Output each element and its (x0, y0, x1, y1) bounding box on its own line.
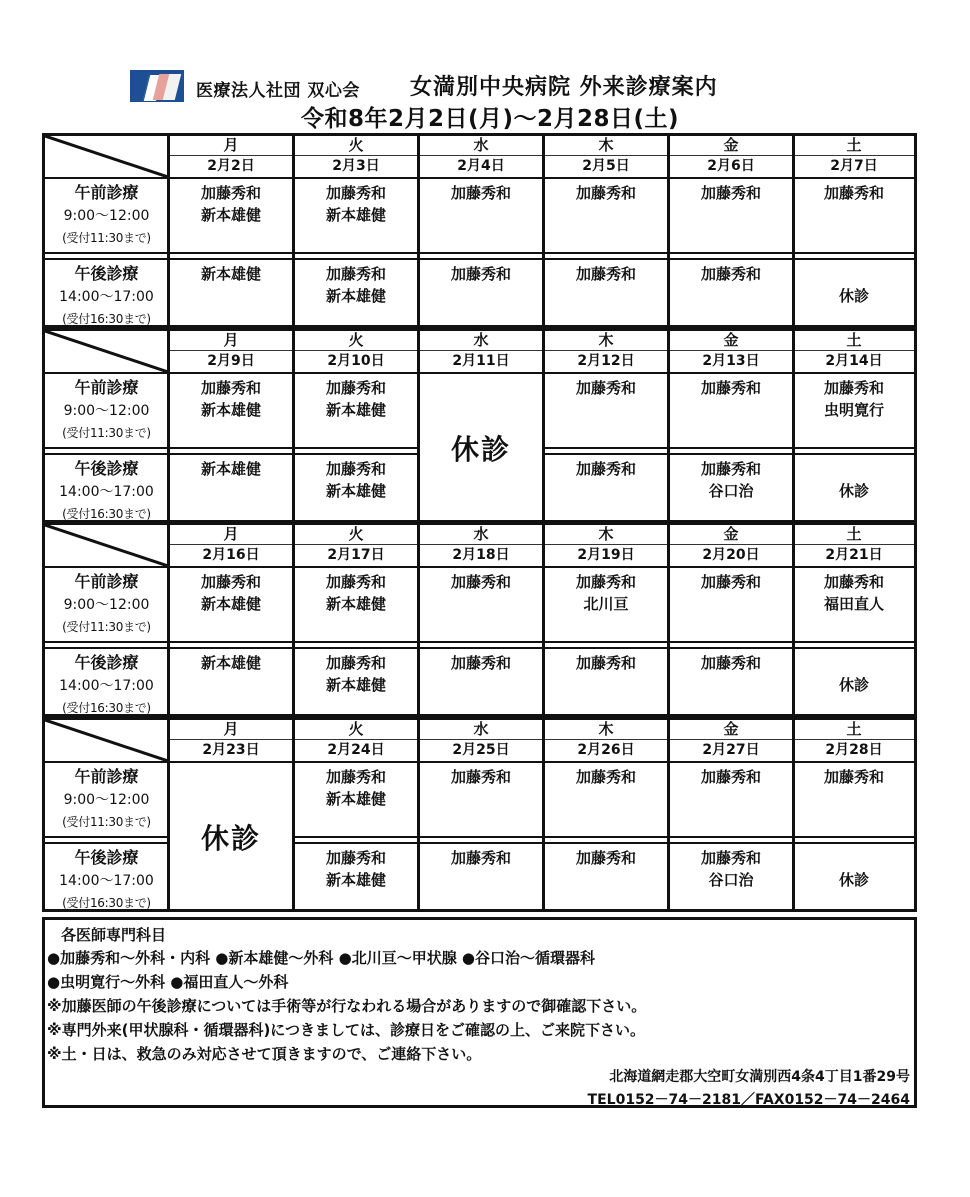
day-of-week: 木 (598, 136, 614, 154)
am-slot (545, 568, 667, 615)
note-1: ※加藤医師の午後診療については手術等が行なわれる場合がありますので御確認下さい。 (47, 997, 647, 1015)
date: 2月10日 (327, 353, 385, 369)
date: 2月19日 (577, 547, 635, 563)
date: 2月6日 (707, 158, 755, 174)
divider (45, 641, 914, 643)
doctor-name: 加藤秀和 (700, 460, 761, 478)
day-of-week: 火 (348, 720, 364, 738)
date: 2月20日 (702, 547, 760, 563)
doctor-name: 加藤秀和 (200, 184, 261, 202)
pm-reception: (受付16:30まで) (62, 507, 151, 521)
day-of-week: 火 (348, 136, 364, 154)
doctor-name: 加藤秀和 (325, 768, 386, 786)
doctor-name: 加藤秀和 (200, 573, 261, 591)
doctor-name: 加藤秀和 (325, 184, 386, 202)
date: 2月14日 (825, 353, 883, 369)
day-of-week: 木 (598, 720, 614, 738)
date: 2月16日 (202, 547, 260, 563)
day-of-week: 水 (473, 136, 489, 154)
date: 2月27日 (702, 742, 760, 758)
am-slot (295, 568, 417, 615)
pm-closed: 休診 (838, 287, 869, 305)
am-slot (795, 763, 913, 788)
date: 2月3日 (332, 158, 380, 174)
doctor-name: 加藤秀和 (700, 184, 761, 202)
pm-reception: (受付16:30まで) (62, 701, 151, 715)
day-of-week: 月 (223, 525, 239, 543)
am-slot (170, 179, 292, 226)
date: 2月5日 (582, 158, 630, 174)
pm-hours: 14:00～17:00 (59, 873, 154, 889)
pm-closed: 休診 (838, 676, 869, 694)
am-reception: (受付11:30まで) (62, 426, 151, 440)
doctor-name: 加藤秀和 (823, 573, 884, 591)
am-label (45, 374, 168, 444)
pm-slot (420, 844, 542, 869)
pm-hours: 14:00～17:00 (59, 289, 154, 305)
doctor-name: 新本雄健 (200, 265, 261, 283)
pm-slot (670, 649, 792, 674)
am-slot (420, 179, 542, 204)
doctor-name: 加藤秀和 (450, 265, 511, 283)
am-slot (170, 568, 292, 615)
doctor-name: 新本雄健 (200, 654, 261, 672)
am-hours: 9:00～12:00 (63, 208, 150, 224)
doctor-name: 加藤秀和 (575, 265, 636, 283)
am-title: 午前診療 (74, 183, 139, 202)
doctor-name: 虫明寛行 (823, 401, 884, 419)
week-block (42, 328, 917, 523)
am-title: 午前診療 (74, 572, 139, 591)
doctor-name: 加藤秀和 (575, 379, 636, 397)
doctor-name: 加藤秀和 (325, 573, 386, 591)
doctor-name: 新本雄健 (325, 401, 386, 419)
divider (45, 909, 914, 912)
doctor-name: 加藤秀和 (325, 654, 386, 672)
am-slot (670, 763, 792, 788)
hospital-logo-icon (130, 70, 184, 102)
corner-diagonal (45, 136, 168, 177)
week-block (42, 522, 917, 717)
doctor-name: 谷口治 (708, 871, 754, 889)
pm-title: 午後診療 (74, 653, 139, 672)
am-slot (295, 374, 417, 421)
day-of-week: 木 (598, 525, 614, 543)
am-slot (420, 568, 542, 593)
day-of-week: 金 (723, 136, 739, 154)
pm-slot (545, 844, 667, 869)
doctor-name: 新本雄健 (325, 482, 386, 500)
page-title: 女満別中央病院 外来診療案内 (410, 75, 718, 100)
day-of-week: 土 (846, 331, 862, 349)
am-slot (420, 763, 542, 788)
pm-slot (420, 260, 542, 285)
doctor-name: 新本雄健 (200, 401, 261, 419)
doctor-name: 新本雄健 (325, 676, 386, 694)
am-hours: 9:00～12:00 (63, 597, 150, 613)
day-of-week: 月 (223, 720, 239, 738)
phone-fax: TEL0152－74－2181／FAX0152－74－2464 (587, 1092, 910, 1108)
date: 2月4日 (457, 158, 505, 174)
doctor-name: 加藤秀和 (450, 654, 511, 672)
am-slot (670, 568, 792, 593)
day-of-week: 月 (223, 331, 239, 349)
pm-slot (420, 649, 542, 674)
am-label (45, 763, 168, 833)
doctor-name: 加藤秀和 (450, 184, 511, 202)
doctor-name: 新本雄健 (325, 287, 386, 305)
day-of-week: 水 (473, 525, 489, 543)
date: 2月12日 (577, 353, 635, 369)
am-label (45, 568, 168, 638)
doctor-name: 加藤秀和 (823, 184, 884, 202)
doctor-name: 新本雄健 (325, 871, 386, 889)
schedule-period: 令和8年2月2日(月)～2月28日(土) (300, 106, 680, 132)
date: 2月28日 (825, 742, 883, 758)
organization-name: 医療法人社団 双心会 (196, 81, 360, 101)
doctor-name: 加藤秀和 (450, 573, 511, 591)
am-slot (670, 179, 792, 204)
pm-hours: 14:00～17:00 (59, 484, 154, 500)
doctor-name: 加藤秀和 (700, 265, 761, 283)
footer-notes (42, 917, 917, 1108)
date: 2月7日 (830, 158, 878, 174)
day-of-week: 木 (598, 331, 614, 349)
doctor-name: 加藤秀和 (575, 184, 636, 202)
corner-diagonal (45, 720, 168, 761)
doctor-name: 加藤秀和 (575, 573, 636, 591)
day-of-week: 土 (846, 720, 862, 738)
pm-slot (170, 649, 292, 674)
divider (45, 252, 914, 254)
week-block (42, 717, 917, 912)
am-slot (545, 179, 667, 204)
am-reception: (受付11:30まで) (62, 231, 151, 245)
note-3: ※土・日は、救急のみ対応させて頂きますので、ご連絡下さい。 (47, 1045, 482, 1063)
am-slot (795, 179, 913, 204)
closed-full-day: 休診 (450, 432, 511, 466)
note-2: ※専門外来(甲状腺科・循環器科)につきましては、診療日をご確認の上、ご来院下さい。 (47, 1021, 645, 1039)
corner-diagonal (45, 525, 168, 566)
doctor-name: 新本雄健 (325, 206, 386, 224)
am-slot (295, 179, 417, 226)
day-of-week: 水 (473, 331, 489, 349)
doctor-name: 谷口治 (708, 482, 754, 500)
am-title: 午前診療 (74, 767, 139, 786)
pm-closed: 休診 (838, 871, 869, 889)
doctor-name: 加藤秀和 (450, 849, 511, 867)
doctor-name: 加藤秀和 (575, 654, 636, 672)
doctor-name: 加藤秀和 (325, 460, 386, 478)
day-of-week: 水 (473, 720, 489, 738)
pm-slot (295, 455, 417, 502)
doctor-name: 加藤秀和 (450, 768, 511, 786)
doctor-name: 加藤秀和 (700, 768, 761, 786)
date: 2月11日 (452, 353, 510, 369)
day-of-week: 土 (846, 525, 862, 543)
pm-label (45, 844, 168, 914)
pm-slot (545, 455, 667, 480)
doctor-name: 加藤秀和 (575, 768, 636, 786)
pm-slot (295, 260, 417, 307)
am-reception: (受付11:30まで) (62, 815, 151, 829)
am-slot (795, 568, 913, 615)
pm-label (45, 649, 168, 719)
pm-label (45, 260, 168, 330)
doctor-name: 加藤秀和 (700, 379, 761, 397)
doctor-name: 新本雄健 (325, 790, 386, 808)
date: 2月2日 (207, 158, 255, 174)
doctor-name: 新本雄健 (200, 206, 261, 224)
am-hours: 9:00～12:00 (63, 403, 150, 419)
pm-slot (170, 455, 292, 480)
date: 2月9日 (207, 353, 255, 369)
pm-slot (170, 260, 292, 285)
specialties-title: 各医師専門科目 (61, 926, 167, 944)
week-block (42, 133, 917, 328)
pm-reception: (受付16:30まで) (62, 312, 151, 326)
day-of-week: 月 (223, 136, 239, 154)
am-slot (670, 374, 792, 399)
specialties-line-2: ●虫明寛行～外科 ●福田直人～外科 (47, 973, 289, 991)
doctor-name: 加藤秀和 (700, 849, 761, 867)
doctor-name: 加藤秀和 (700, 573, 761, 591)
date: 2月13日 (702, 353, 760, 369)
pm-slot (545, 649, 667, 674)
doctor-name: 加藤秀和 (575, 849, 636, 867)
doctor-name: 新本雄健 (200, 460, 261, 478)
doctor-name: 加藤秀和 (575, 460, 636, 478)
pm-hours: 14:00～17:00 (59, 678, 154, 694)
address: 北海道網走郡大空町女満別西4条4丁目1番29号 (609, 1069, 910, 1085)
pm-label (45, 455, 168, 525)
pm-title: 午後診療 (74, 848, 139, 867)
doctor-name: 新本雄健 (325, 595, 386, 613)
date: 2月17日 (327, 547, 385, 563)
am-slot (545, 763, 667, 788)
am-title: 午前診療 (74, 378, 139, 397)
am-slot (170, 374, 292, 421)
doctor-name: 加藤秀和 (823, 768, 884, 786)
date: 2月23日 (202, 742, 260, 758)
am-reception: (受付11:30まで) (62, 620, 151, 634)
pm-slot (670, 844, 792, 891)
day-of-week: 土 (846, 136, 862, 154)
day-of-week: 金 (723, 525, 739, 543)
closed-full-day: 休診 (200, 821, 261, 855)
pm-closed: 休診 (838, 482, 869, 500)
date: 2月24日 (327, 742, 385, 758)
doctor-name: 加藤秀和 (325, 265, 386, 283)
doctor-name: 新本雄健 (200, 595, 261, 613)
am-slot (795, 374, 913, 421)
doctor-name: 北川亘 (583, 595, 629, 613)
pm-title: 午後診療 (74, 264, 139, 283)
doctor-name: 福田直人 (823, 595, 884, 613)
date: 2月25日 (452, 742, 510, 758)
am-label (45, 179, 168, 249)
am-slot (295, 763, 417, 810)
specialties-line-1: ●加藤秀和～外科・内科 ●新本雄健～外科 ●北川亘～甲状腺 ●谷口治～循環器科 (47, 949, 596, 967)
date: 2月18日 (452, 547, 510, 563)
date: 2月21日 (825, 547, 883, 563)
day-of-week: 火 (348, 525, 364, 543)
doctor-name: 加藤秀和 (700, 654, 761, 672)
pm-slot (545, 260, 667, 285)
day-of-week: 金 (723, 331, 739, 349)
pm-title: 午後診療 (74, 459, 139, 478)
corner-diagonal (45, 331, 168, 372)
pm-slot (670, 455, 792, 502)
pm-slot (670, 260, 792, 285)
am-hours: 9:00～12:00 (63, 792, 150, 808)
doctor-name: 加藤秀和 (823, 379, 884, 397)
pm-slot (295, 649, 417, 696)
day-of-week: 火 (348, 331, 364, 349)
am-slot (545, 374, 667, 399)
date: 2月26日 (577, 742, 635, 758)
doctor-name: 加藤秀和 (325, 849, 386, 867)
day-of-week: 金 (723, 720, 739, 738)
doctor-name: 加藤秀和 (200, 379, 261, 397)
pm-slot (295, 844, 417, 891)
doctor-name: 加藤秀和 (325, 379, 386, 397)
pm-reception: (受付16:30まで) (62, 896, 151, 910)
